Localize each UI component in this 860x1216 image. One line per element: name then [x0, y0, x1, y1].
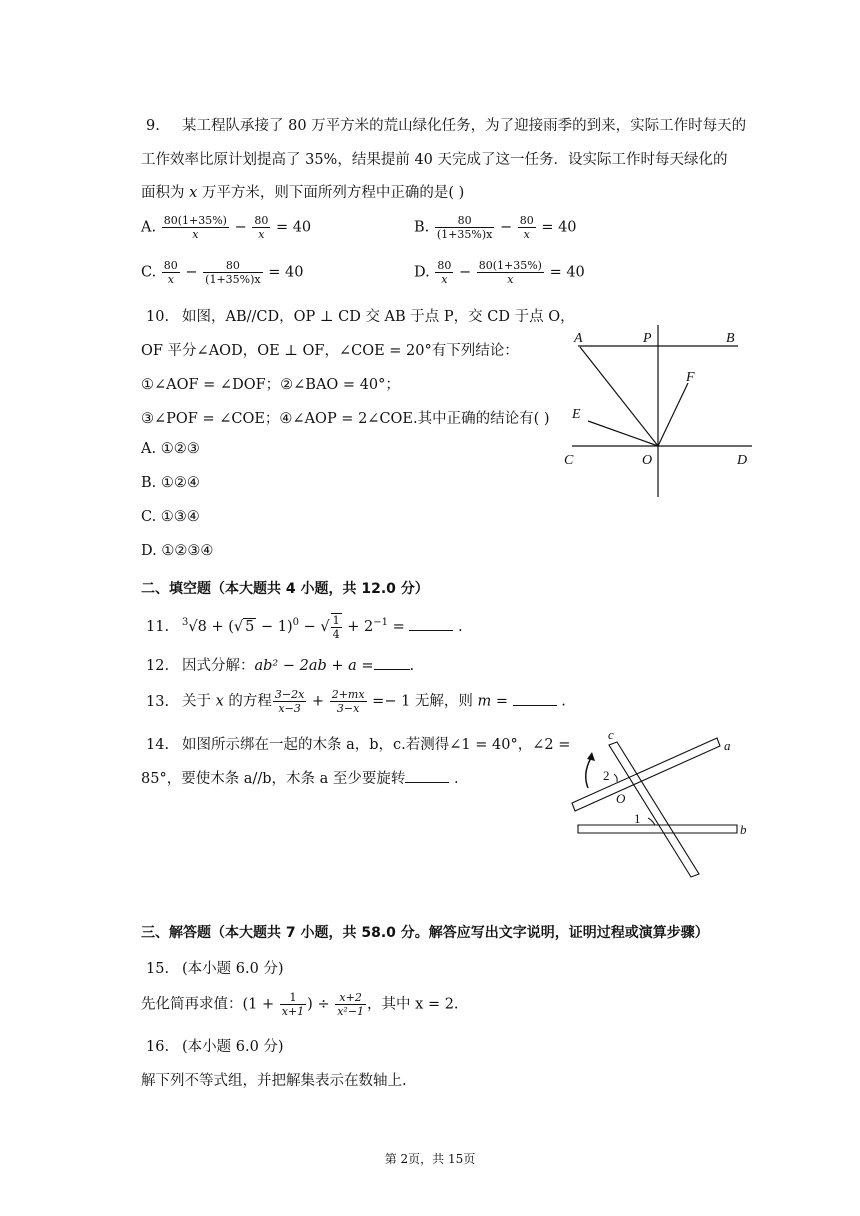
- q11-number: 11.: [146, 619, 170, 635]
- label-a: A: [574, 331, 583, 346]
- answer-blank: [409, 616, 453, 631]
- q9-option-a: A. $\frac{80(1+35\%)}{x}$ − $\frac{80}{x}$ = 40: [141, 214, 312, 241]
- fraction: $\frac{80}{(1+35\%)x}$: [205, 259, 261, 286]
- q12-number: 12.: [146, 658, 170, 674]
- fraction: $\frac{3-2x}{x-3}$: [274, 688, 305, 715]
- label-c: c: [608, 728, 614, 742]
- q11-line: 11. $^3$√8 + (√ 5 − 1)$^0$ − √ $\frac{1}{4}$ + $2^{-1}$ = .: [146, 614, 463, 641]
- page-footer: 第 2页，共 15页: [384, 1152, 476, 1166]
- label-o: O: [642, 453, 653, 468]
- label-p: P: [643, 331, 652, 346]
- label-f: F: [686, 370, 695, 385]
- q9-line1: [146, 114, 746, 135]
- fraction: $\frac{80}{x}$: [163, 259, 178, 286]
- q10-line4: ③∠POF = ∠COE；④∠AOP = 2∠COE.其中正确的结论有( ): [141, 411, 550, 427]
- stick-b: [578, 825, 737, 833]
- q16-body: 解下列不等式组，并把解集表示在数轴上.: [141, 1073, 407, 1089]
- fraction: $\frac{80(1+35\%)}{x}$: [478, 259, 542, 286]
- label-1: 1: [634, 811, 641, 826]
- answer-blank: [513, 691, 557, 706]
- fraction: $\frac{80}{(1+35\%)x}$: [436, 214, 493, 241]
- fraction: $\frac{x+2}{\text{x²−1}}$: [337, 991, 365, 1018]
- q16-header: [146, 1035, 284, 1056]
- fraction: $\frac{80}{x}$: [437, 259, 452, 286]
- angle-1-arc: [648, 818, 655, 825]
- fraction: $\frac{80}{x}$: [519, 214, 534, 241]
- section-2-title: 二、填空题（本大题共 4 小题，共 12.0 分）: [141, 581, 429, 597]
- q10-line2: OF 平分∠AOD，OE ⊥ OF，∠COE = 20°有下列结论：: [141, 343, 519, 359]
- answer-blank: [374, 655, 410, 670]
- q14-line2: 85°，要使木条 a//b，木条 a 至少要旋转 .: [141, 767, 459, 788]
- q9-text1: 某工程队承接了 80 万平方米的荒山绿化任务，为了迎接雨季的到来，实际工作时每天的: [182, 118, 747, 134]
- fraction: $\frac{80(1+35\%)}{x}$: [163, 214, 227, 241]
- q10-option-b: B. ①②④: [141, 475, 200, 491]
- line-ao: [580, 347, 658, 446]
- label-2: 2: [603, 768, 610, 783]
- label-a: a: [724, 738, 731, 753]
- q15-score: (本小题 6.0 分): [182, 961, 284, 977]
- q12-line: 12. 因式分解：ab² − 2ab + a = .: [146, 654, 414, 675]
- stick-c: [609, 742, 699, 877]
- angle-2-arc: [614, 774, 617, 782]
- fraction: $\frac{80}{x}$: [254, 214, 269, 241]
- section-3-title: 三、解答题（本大题共 7 小题，共 58.0 分。解答应写出文字说明，证明过程或演算步骤）: [141, 925, 709, 941]
- label-d: D: [737, 453, 748, 468]
- label-e: E: [572, 407, 581, 422]
- q15-header: [146, 957, 284, 978]
- rotation-arrow-icon: [586, 756, 592, 788]
- q10-figure: [560, 325, 760, 500]
- label-b: b: [740, 822, 747, 837]
- fraction: $\frac{2+mx}{3-x}$: [331, 688, 365, 715]
- q10-line1: 10. 如图，AB//CD，OP ⊥ CD 交 AB 于点 P，交 CD 于点 O，: [146, 309, 575, 325]
- fraction: $\frac{1}{4}$: [332, 614, 340, 641]
- q9-option-d: D. $\frac{80}{x}$ − $\frac{80(1+35\%)}{x}$ = 40: [414, 259, 585, 286]
- q15-body: 先化简再求值：(1 + $\frac{1}{x+1}$ ) ÷ $\frac{x+2}{\text{x²−1}}$ ，其中 x = 2.: [141, 991, 459, 1018]
- q15-number: 15.: [146, 961, 170, 977]
- fraction: $\frac{1}{x+1}$: [281, 991, 305, 1018]
- label-b: B: [726, 331, 735, 346]
- q16-score: (本小题 6.0 分): [182, 1039, 284, 1055]
- label-c: C: [564, 453, 574, 468]
- q9-number: 9.: [146, 118, 160, 134]
- q9-line3: 面积为 x 万平方米，则下面所列方程中正确的是( ): [141, 185, 465, 201]
- q14-line1: 14. 如图所示绑在一起的木条 a，b，c.若测得∠1 = 40°，∠2 =: [146, 737, 571, 753]
- q9-option-c: C. $\frac{80}{x}$ − $\frac{80}{(1+35\%)x}$ = 40: [141, 259, 304, 286]
- q14-number: 14.: [146, 737, 170, 753]
- q16-number: 16.: [146, 1039, 170, 1055]
- q10-number: 10.: [146, 309, 170, 325]
- arrowhead-icon: [587, 752, 595, 761]
- q10-option-d: D. ①②③④: [141, 543, 214, 559]
- q10-option-a: A. ①②③: [141, 441, 200, 457]
- q9-line2: 工作效率比原计划提高了 35%，结果提前 40 天完成了这一任务．设实际工作时每天绿化的: [141, 152, 728, 168]
- q13-number: 13.: [146, 693, 170, 710]
- q10-option-c: C. ①③④: [141, 509, 200, 525]
- answer-blank: [405, 768, 449, 783]
- label-o: O: [616, 791, 626, 806]
- stick-a: [572, 738, 720, 811]
- line-of: [658, 383, 688, 446]
- q13-line: 13. 关于 x 的方程 $\frac{3-2x}{x-3}$ + $\frac{2+mx}{3-x}$ =− 1 无解，则 m = .: [146, 688, 566, 715]
- q9-option-b: B. $\frac{80}{(1+35\%)x}$ − $\frac{80}{x}$ = 40: [414, 214, 577, 241]
- q14-figure: [562, 728, 762, 883]
- q10-line3: ①∠AOF = ∠DOF；②∠BAO = 40°；: [141, 377, 400, 393]
